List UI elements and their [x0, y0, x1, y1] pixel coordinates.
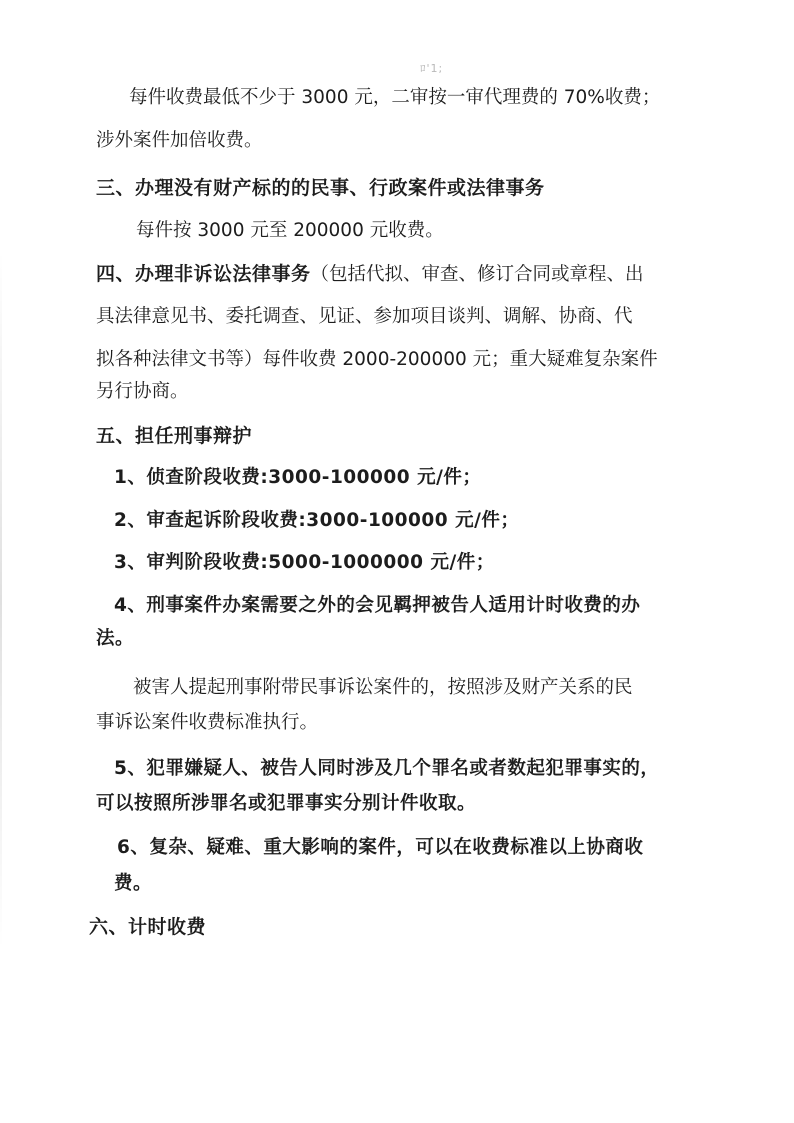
section-heading-line [96, 262, 644, 287]
scan-mark: ﾛ'1; [420, 62, 444, 75]
section-heading: 六、计时收费 [89, 916, 207, 938]
scan-edge-shadow [0, 250, 2, 950]
list-item: 6、复杂、疑难、重大影响的案件，可以在收费标准以上协商收 [117, 837, 644, 858]
list-item: 5、犯罪嫌疑人、被告人同时涉及几个罪名或者数起犯罪事实的， [114, 758, 660, 779]
paragraph-line: 被害人提起刑事附带民事诉讼案件的，按照涉及财产关系的民 [133, 677, 633, 698]
paragraph-line: 每件按 3000 元至 200000 元收费。 [136, 220, 444, 241]
paragraph-line: 每件收费最低不少于 3000 元，二审按一审代理费的 70%收费； [129, 87, 661, 108]
section-heading-note: （包括代拟、审查、修订合同或章程、出 [310, 264, 644, 285]
list-item: 3、审判阶段收费:5000-1000000 元/件； [114, 552, 495, 573]
list-item: 4、刑事案件办案需要之外的会见羁押被告人适用计时收费的办 [114, 595, 641, 616]
list-item-continuation: 可以按照所涉罪名或犯罪事实分别计件收取。 [96, 793, 477, 814]
list-item-continuation: 法。 [96, 628, 135, 649]
list-item: 2、审查起诉阶段收费:3000-100000 元/件； [114, 510, 520, 531]
section-heading: 五、担任刑事辩护 [96, 425, 253, 447]
paragraph-line: 具法律意见书、委托调查、见证、参加项目谈判、调解、协商、代 [96, 306, 633, 327]
paragraph-line: 事诉讼案件收费标准执行。 [96, 712, 319, 733]
section-heading: 四、办理非诉讼法律事务 [96, 263, 311, 285]
list-item-continuation: 费。 [114, 873, 153, 894]
section-heading: 三、办理没有财产标的的民事、行政案件或法律事务 [96, 177, 545, 199]
paragraph-line: 拟各种法律文书等）每件收费 2000-200000 元；重大疑难复杂案件 [96, 349, 658, 370]
list-item: 1、侦查阶段收费:3000-100000 元/件； [114, 467, 482, 488]
paragraph-line: 涉外案件加倍收费。 [96, 130, 263, 151]
paragraph-line: 另行协商。 [96, 381, 189, 402]
